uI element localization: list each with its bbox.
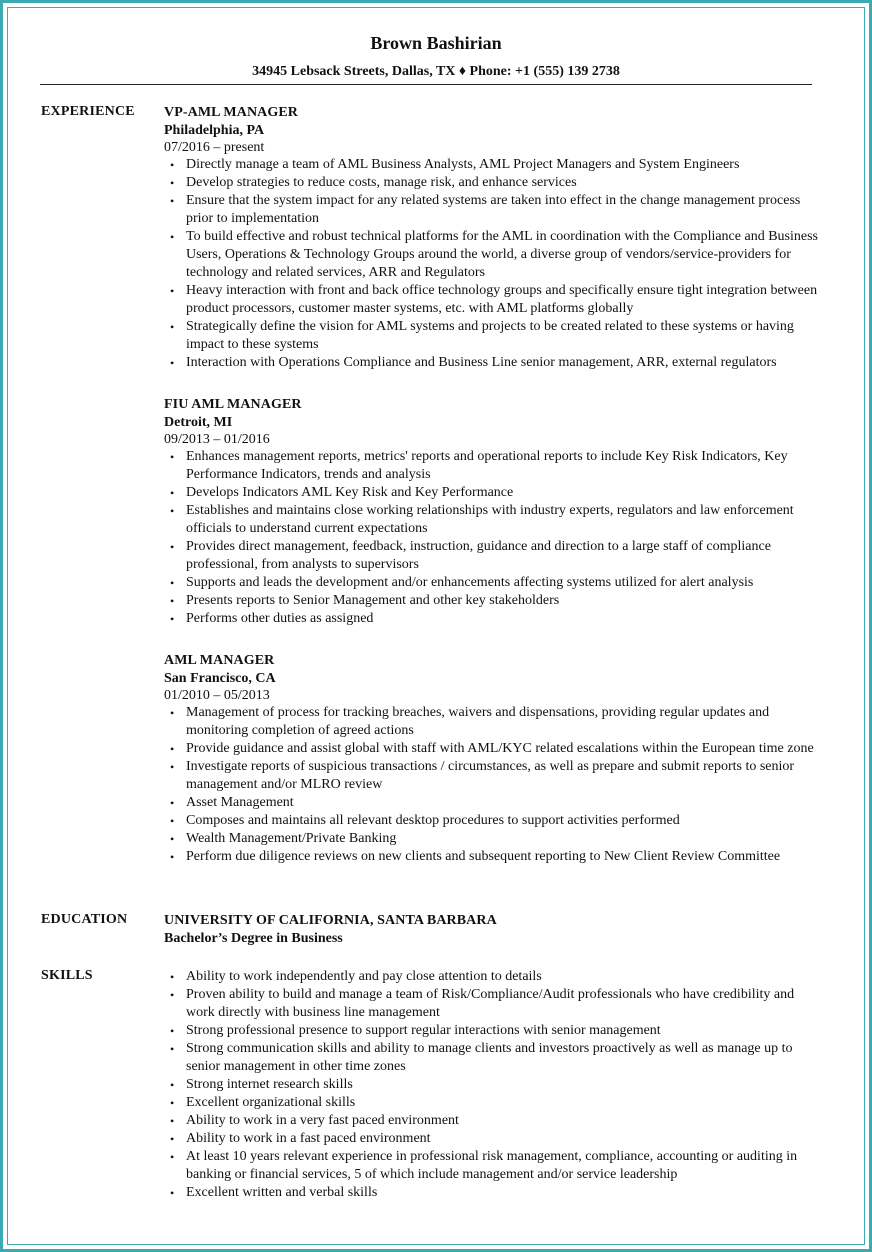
list-item: • Performs other duties as assigned: [164, 610, 824, 628]
section-label-experience: EXPERIENCE: [41, 104, 135, 119]
job-dates: 07/2016 – present: [164, 140, 265, 155]
job-bullets: [164, 704, 824, 866]
list-item: • Ability to work in a very fast paced environment: [164, 1112, 824, 1130]
contact-line: 34945 Lebsack Streets, Dallas, TX ♦ Phone: +1 (555) 139 2738: [252, 64, 620, 79]
list-item: • Establishes and maintains close working relationships with industry experts, regulators and law enforcement officials to understand current expectations: [164, 502, 824, 538]
list-item: • Strategically define the vision for AML systems and projects to be created related to these systems or having impact to these systems: [164, 318, 824, 354]
job-location: Detroit, MI: [164, 415, 233, 430]
job-title: AML MANAGER: [164, 653, 275, 668]
list-item: • Presents reports to Senior Management and other key stakeholders: [164, 592, 824, 610]
job-dates: 09/2013 – 01/2016: [164, 432, 270, 447]
skills-list-container: [164, 968, 824, 1202]
list-item: • Develop strategies to reduce costs, manage risk, and enhance services: [164, 174, 824, 192]
list-item: • Asset Management: [164, 794, 824, 812]
job-1: [164, 104, 824, 372]
list-item: • Investigate reports of suspicious transactions / circumstances, as well as prepare and submit reports to senior management and/or MLRO review: [164, 758, 824, 794]
list-item: • Directly manage a team of AML Business Analysts, AML Project Managers and System Engineers: [164, 156, 824, 174]
list-item: • Excellent organizational skills: [164, 1094, 824, 1112]
list-item: • Strong communication skills and ability to manage clients and investors proactively as well as manage up to senior management in other time zones: [164, 1040, 824, 1076]
list-item: • Perform due diligence reviews on new clients and subsequent reporting to New Client Review Committee: [164, 848, 824, 866]
candidate-name: Brown Bashirian: [370, 33, 502, 53]
list-item: • Provides direct management, feedback, instruction, guidance and direction to a large staff of compliance professional, from analysts to supervisors: [164, 538, 824, 574]
education-entry: [164, 912, 824, 947]
list-item: • Management of process for tracking breaches, waivers and dispensations, providing regular updates and monitoring completion of agreed actions: [164, 704, 824, 740]
job-bullets: [164, 448, 824, 628]
degree: Bachelor’s Degree in Business: [164, 931, 343, 946]
list-item: • Ability to work independently and pay close attention to details: [164, 968, 824, 986]
list-item: • At least 10 years relevant experience in professional risk management, compliance, accounting or auditing in banking or financial services, 5 of which include management and/or service leadership: [164, 1148, 824, 1184]
skills-list: [164, 968, 824, 1202]
job-location: San Francisco, CA: [164, 671, 276, 686]
list-item: • Proven ability to build and manage a team of Risk/Compliance/Audit professionals who have credibility and work directly with business line management: [164, 986, 824, 1022]
section-label-skills: SKILLS: [41, 968, 93, 983]
list-item: • Ability to work in a fast paced environment: [164, 1130, 824, 1148]
section-label-education: EDUCATION: [41, 912, 128, 927]
job-3: [164, 652, 824, 866]
list-item: • Provide guidance and assist global with staff with AML/KYC related escalations within the European time zone: [164, 740, 824, 758]
list-item: • Ensure that the system impact for any related systems are taken into effect in the change management process prior to implementation: [164, 192, 824, 228]
list-item: • Interaction with Operations Compliance and Business Line senior management, ARR, external regulators: [164, 354, 824, 372]
list-item: • Wealth Management/Private Banking: [164, 830, 824, 848]
list-item: • Excellent written and verbal skills: [164, 1184, 824, 1202]
job-title: FIU AML MANAGER: [164, 397, 302, 412]
school-name: UNIVERSITY OF CALIFORNIA, SANTA BARBARA: [164, 913, 497, 928]
header-divider: [40, 84, 812, 85]
job-bullets: [164, 156, 824, 372]
job-location: Philadelphia, PA: [164, 123, 265, 138]
job-dates: 01/2010 – 05/2013: [164, 688, 270, 703]
list-item: • Composes and maintains all relevant desktop procedures to support activities performed: [164, 812, 824, 830]
list-item: • Develops Indicators AML Key Risk and Key Performance: [164, 484, 824, 502]
list-item: • Strong internet research skills: [164, 1076, 824, 1094]
list-item: • To build effective and robust technical platforms for the AML in coordination with the Compliance and Business Users, Operations & Technology Groups around the world, a diverse group of vendors/service-providers for technology and related services, ARR and Regulators: [164, 228, 824, 282]
list-item: • Strong professional presence to support regular interactions with senior management: [164, 1022, 824, 1040]
list-item: • Supports and leads the development and/or enhancements affecting systems utilized for alert analysis: [164, 574, 824, 592]
job-2: [164, 396, 824, 628]
list-item: • Enhances management reports, metrics' reports and operational reports to include Key Risk Indicators, Key Performance Indicators, trends and analysis: [164, 448, 824, 484]
list-item: • Heavy interaction with front and back office technology groups and specifically ensure tight integration between product processors, customer master systems, etc. with AML platforms globally: [164, 282, 824, 318]
job-title: VP-AML MANAGER: [164, 105, 298, 120]
